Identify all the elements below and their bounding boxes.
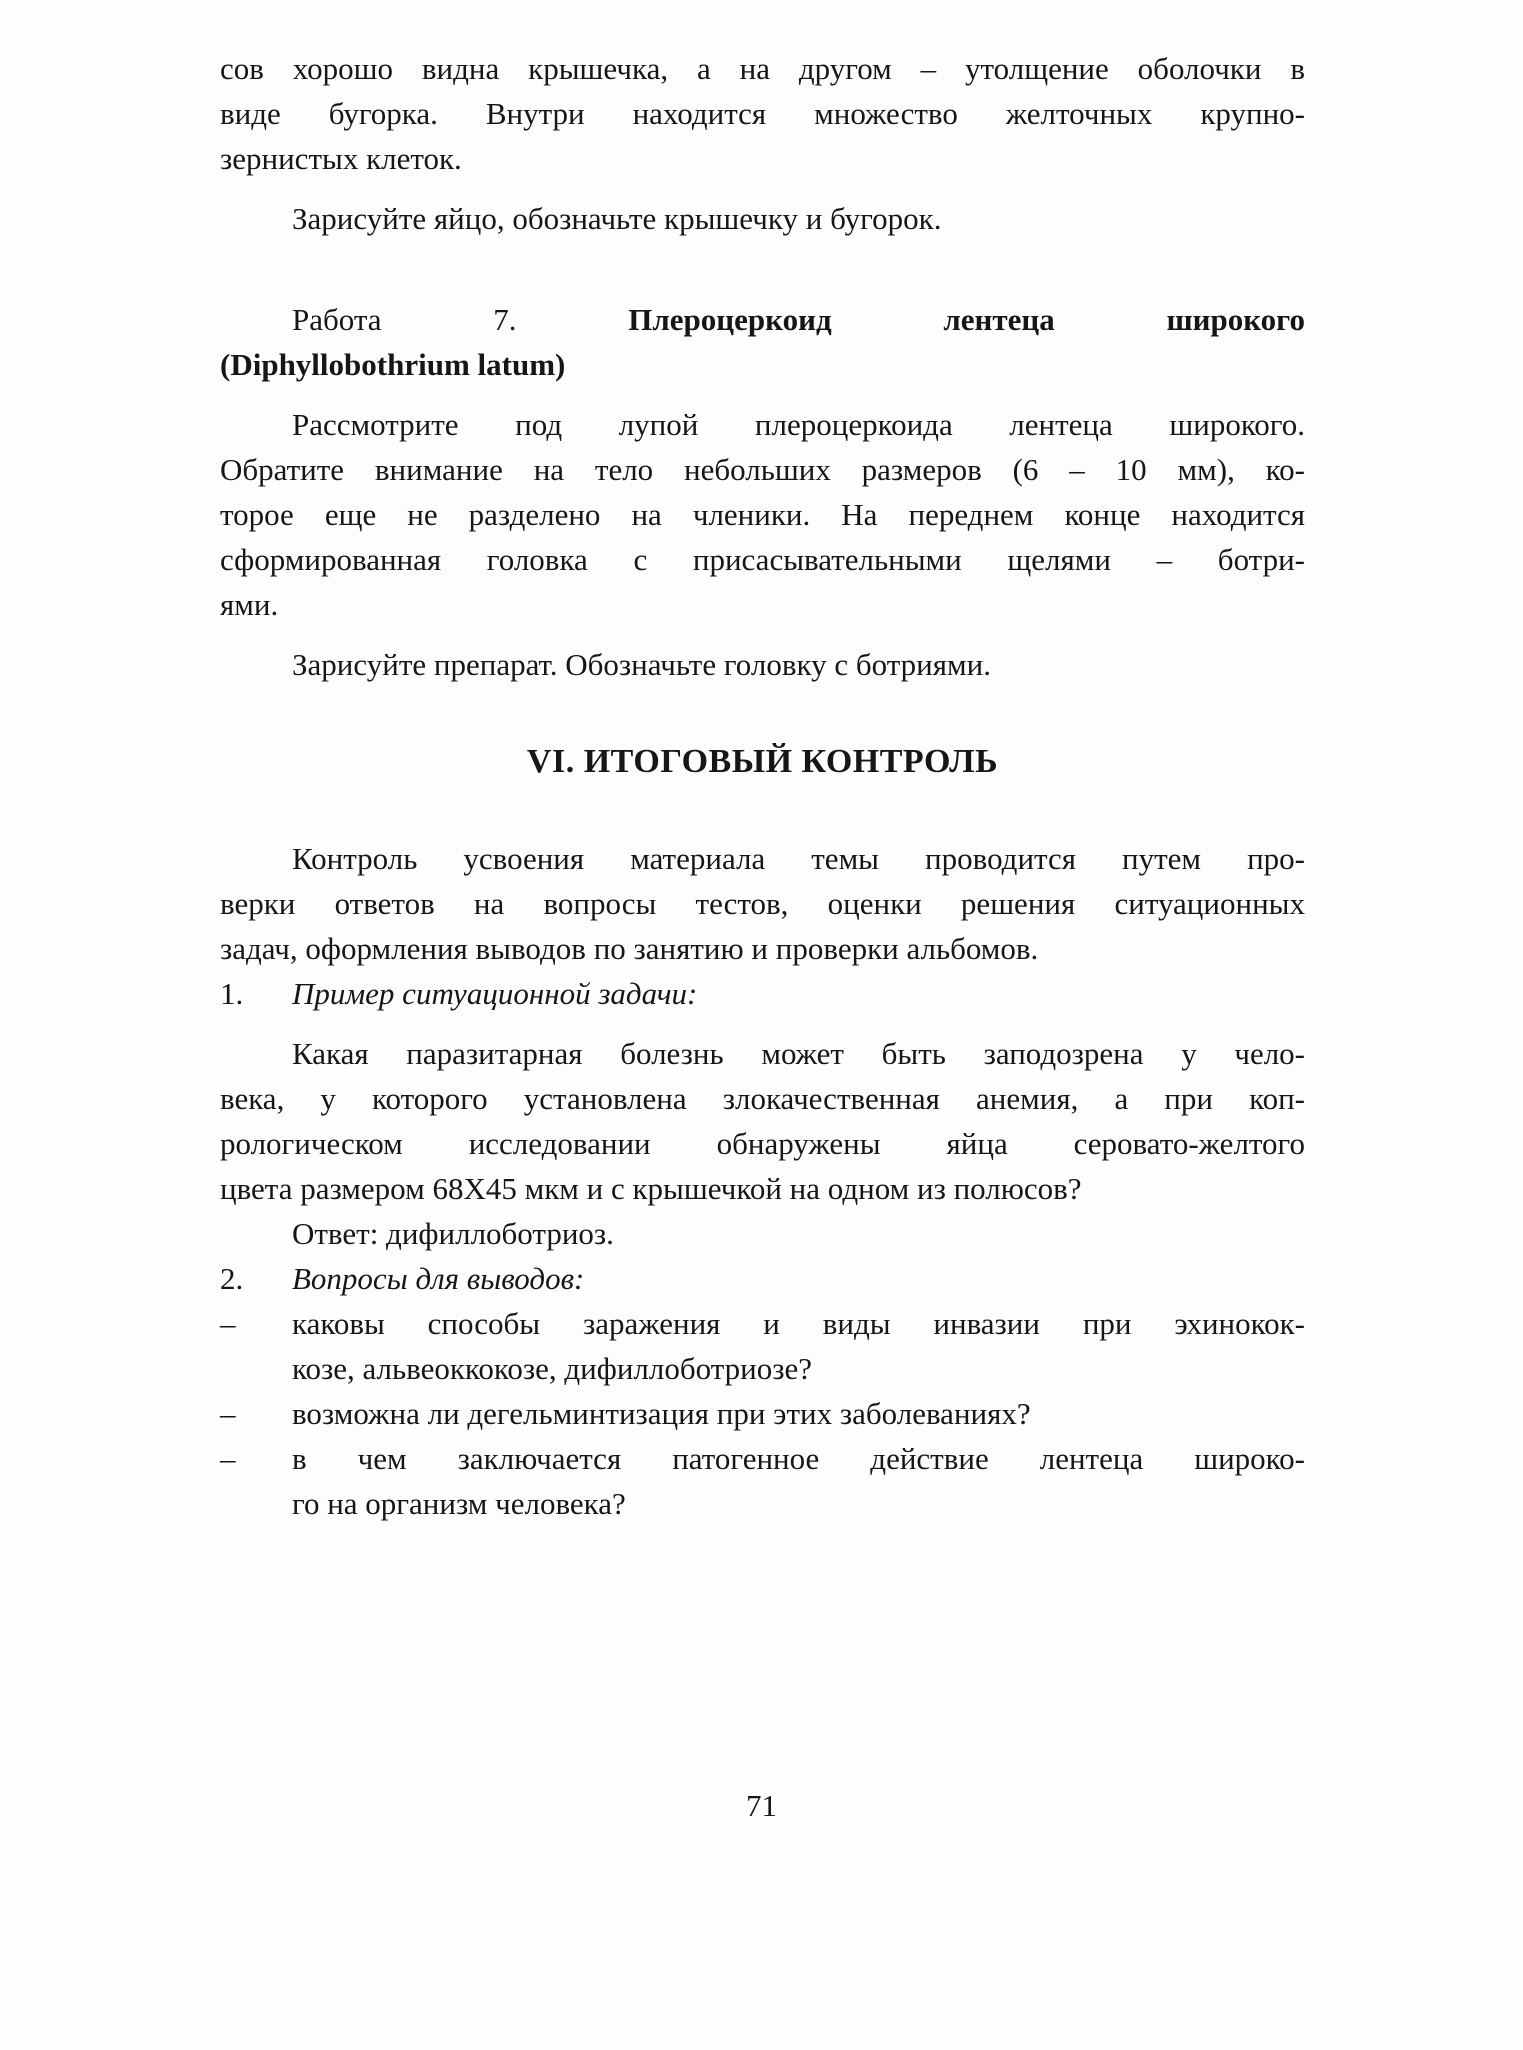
question-item bbox=[146, 1436, 1305, 1526]
work-body-line: торое еще не разделено на членики. На переднем конце находится bbox=[220, 497, 1305, 532]
task-line: Какая паразитарная болезнь может быть заподозрена у чело- bbox=[292, 1036, 1305, 1071]
question-item bbox=[146, 1301, 1305, 1391]
work-body-line: Обратите внимание на тело небольших размеров (6 – 10 мм), ко- bbox=[220, 452, 1305, 487]
item-number: 2. bbox=[220, 1261, 244, 1296]
question-line: го на организм человека? bbox=[292, 1486, 626, 1521]
item-label: Пример ситуационной задачи: bbox=[292, 976, 698, 1011]
question-line: возможна ли дегельминтизация при этих заболеваниях? bbox=[292, 1396, 1031, 1431]
section-heading: VI. ИТОГОВЫЙ КОНТРОЛЬ bbox=[526, 743, 999, 780]
intro-line: виде бугорка. Внутри находится множество желточных крупно- bbox=[220, 96, 1305, 131]
work-7-title bbox=[220, 297, 1305, 342]
page-body bbox=[220, 46, 1305, 1526]
task-line: рологическом исследовании обнаружены яйца серовато-желтого bbox=[220, 1126, 1305, 1161]
control-line: задач, оформления выводов по занятию и проверки альбомов. bbox=[220, 931, 1039, 966]
dash-mark: – bbox=[220, 1441, 236, 1476]
answer: Ответ: дифиллоботриоз. bbox=[292, 1216, 614, 1251]
draw-prep-instruction: Зарисуйте препарат. Обозначьте головку с ботриями. bbox=[292, 647, 991, 682]
work-latin-name: (Diphyllobothrium latum) bbox=[220, 347, 566, 382]
page-number: 71 bbox=[746, 1788, 777, 1823]
draw-egg-instruction: Зарисуйте яйцо, обозначьте крышечку и бугорок. bbox=[292, 201, 942, 236]
task-line: века, у которого установлена злокачественная анемия, а при коп- bbox=[220, 1081, 1305, 1116]
work-body-line: сформированная головка с присасывательными щелями – ботри- bbox=[220, 542, 1305, 577]
question-text bbox=[292, 1391, 1305, 1436]
work-title: Плероцеркоид лентеца широкого bbox=[628, 302, 1305, 337]
intro-line: сов хорошо видна крышечка, а на другом – утолщение оболочки в bbox=[220, 51, 1305, 86]
question-line: каковы способы заражения и виды инвазии при эхинокок- bbox=[292, 1306, 1305, 1341]
control-line: верки ответов на вопросы тестов, оценки решения ситуационных bbox=[220, 886, 1305, 921]
question-text bbox=[292, 1436, 1305, 1526]
dash-mark: – bbox=[220, 1306, 236, 1341]
intro-line: зернистых клеток. bbox=[220, 141, 462, 176]
question-text bbox=[292, 1301, 1305, 1391]
item-number: 1. bbox=[220, 976, 244, 1011]
question-item bbox=[146, 1391, 1305, 1436]
numbered-item-2 bbox=[220, 1256, 1305, 1301]
item-label: Вопросы для выводов: bbox=[292, 1261, 585, 1296]
numbered-item-1 bbox=[220, 971, 1305, 1016]
work-prefix: Работа 7. bbox=[292, 302, 517, 337]
task-line: цвета размером 68Х45 мкм и с крышечкой на одном из полюсов? bbox=[220, 1171, 1082, 1206]
dash-mark: – bbox=[220, 1396, 236, 1431]
work-body-line: Рассмотрите под лупой плероцеркоида лентеца широкого. bbox=[292, 407, 1305, 442]
question-line: в чем заключается патогенное действие лентеца широко- bbox=[292, 1441, 1305, 1476]
question-line: козе, альвеоккокозе, дифиллоботриозе? bbox=[292, 1351, 813, 1386]
control-line: Контроль усвоения материала темы проводится путем про- bbox=[292, 841, 1305, 876]
work-body-line: ями. bbox=[220, 587, 279, 622]
